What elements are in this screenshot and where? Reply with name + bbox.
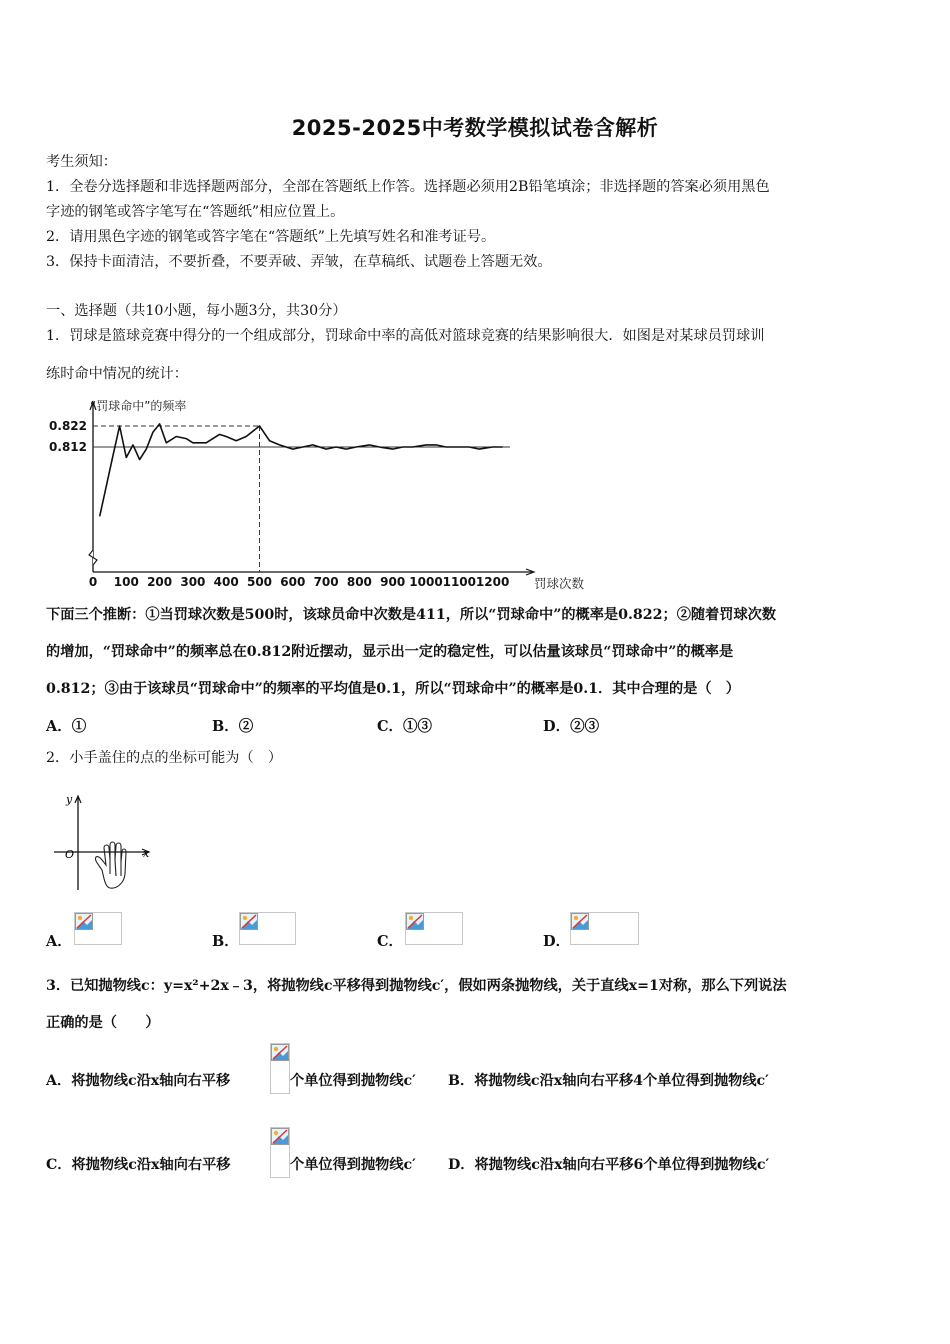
broken-image-icon [75,913,93,930]
q3-option-a-image [270,1043,290,1094]
q3-option-c[interactable] [46,1156,230,1174]
hand-icon [95,842,126,888]
chart-y-axis-label: “罚球命中”的频率 [90,399,187,413]
chart-x-tick-label: 900 [380,575,406,589]
question-2-stem: 2．小手盖住的点的坐标可能为（ ） [46,750,283,766]
chart-x-tick-label: 1200 [475,575,510,589]
page-title: 2025-2025中考数学模拟试卷含解析 [291,116,659,140]
q3-option-c-text-cont: 个单位得到抛物线c′ [290,1157,416,1173]
frequency-line-chart [40,392,600,600]
q3-option-a-text-cont: 个单位得到抛物线c′ [290,1073,416,1089]
chart-x-tick-label: 200 [147,575,173,589]
notice-item: 3．保持卡面清洁，不要折叠，不要弄破、弄皱，在草稿纸、试题卷上答题无效。 [46,254,552,270]
q2-option-d-image [570,912,639,945]
broken-image-icon [406,913,424,930]
q3-option-a[interactable] [46,1072,230,1090]
chart-axis-break [89,550,97,565]
q2-option-c[interactable]: C． [377,933,404,950]
chart-x-tick-label: 500 [246,575,273,589]
question-1-inference: 0.812；③由于该球员“罚球命中”的频率的平均值是0.1，所以“罚球命中”的概率是0.1．其中合理的是（ ） [46,681,740,697]
question-1-inference: 下面三个推断：①当罚球次数是500时，该球员命中次数是411，所以“罚球命中”的概率是0.822；②随着罚球次数 [46,607,777,623]
broken-image-icon [271,1044,289,1061]
question-3-stem-cont: 正确的是（ ） [46,1015,160,1031]
coordinate-hand-figure [44,790,154,895]
q3-option-c-text: C．将抛物线c沿x轴向右平移 [46,1157,231,1173]
q1-option-a[interactable]: A．① [46,718,87,735]
chart-y-tick-label: 0.822 [49,419,87,433]
q2-option-b-image [239,912,296,945]
notice-item: 字迹的钢笔或答字笔写在“答题纸”相应位置上。 [46,204,345,220]
q2-option-d[interactable]: D． [543,933,571,950]
chart-x-tick-label: 600 [280,575,306,589]
question-3-stem: 3．已知抛物线c：y=x²+2x﹣3，将抛物线c平移得到抛物线c′，假如两条抛物线，关于直线x=1对称，那么下列说法 [46,978,787,994]
broken-image-icon [240,913,258,930]
chart-x-tick-label: 1100 [442,575,477,589]
chart-x-tick-label: 0 [88,575,98,589]
chart-x-axis-label: 罚球次数 [534,576,585,591]
section-heading: 一、选择题（共10小题，每小题3分，共30分） [46,303,347,319]
chart-x-tick-label: 400 [213,575,239,589]
chart-series-line [100,424,503,516]
q1-option-d[interactable]: D．②③ [543,718,600,735]
notice-heading: 考生须知： [46,154,117,170]
chart-y-tick-label: 0.812 [49,440,87,454]
q1-option-c[interactable]: C．①③ [377,718,433,735]
notice-item: 2．请用黑色字迹的钢笔或答字笔在“答题纸”上先填写姓名和准考证号。 [46,229,496,245]
notice-item: 1．全卷分选择题和非选择题两部分，全部在答题纸上作答。选择题必须用2B铅笔填涂；非选择题的答案必须用黑色 [46,179,770,195]
q3-option-d[interactable]: D．将抛物线c沿x轴向右平移6个单位得到抛物线c′ [448,1157,770,1173]
figure-y-label: y [66,793,73,806]
chart-x-tick-label: 700 [313,575,339,589]
figure-x-label: x [143,847,150,860]
q3-option-c-image [270,1127,290,1178]
broken-image-icon [571,913,589,930]
figure-origin-label: O [65,848,75,861]
q3-option-b[interactable]: B．将抛物线c沿x轴向右平移4个单位得到抛物线c′ [448,1073,769,1089]
chart-x-tick-label: 300 [180,575,206,589]
broken-image-icon [271,1128,289,1145]
q2-option-a[interactable]: A． [46,933,72,950]
chart-x-tick-label: 800 [346,575,372,589]
chart-x-tick-label: 1000 [409,575,443,589]
question-1-stem: 1．罚球是篮球竞赛中得分的一个组成部分，罚球命中率的高低对篮球竞赛的结果影响很大．如图是对某球员罚球训 [46,328,765,344]
q2-option-c-image [405,912,463,945]
q2-option-a-image [74,912,122,945]
chart-x-tick-label: 100 [113,575,139,589]
q1-option-b[interactable]: B．② [212,718,254,735]
q2-option-b[interactable]: B． [212,933,239,950]
q3-option-a-text: A．将抛物线c沿x轴向右平移 [46,1073,231,1089]
question-1-inference: 的增加，“罚球命中”的频率总在0.812附近摆动，显示出一定的稳定性，可以估量该球员“罚球命中”的概率是 [46,644,734,660]
question-1-stem-cont: 练时命中情况的统计： [46,366,188,382]
